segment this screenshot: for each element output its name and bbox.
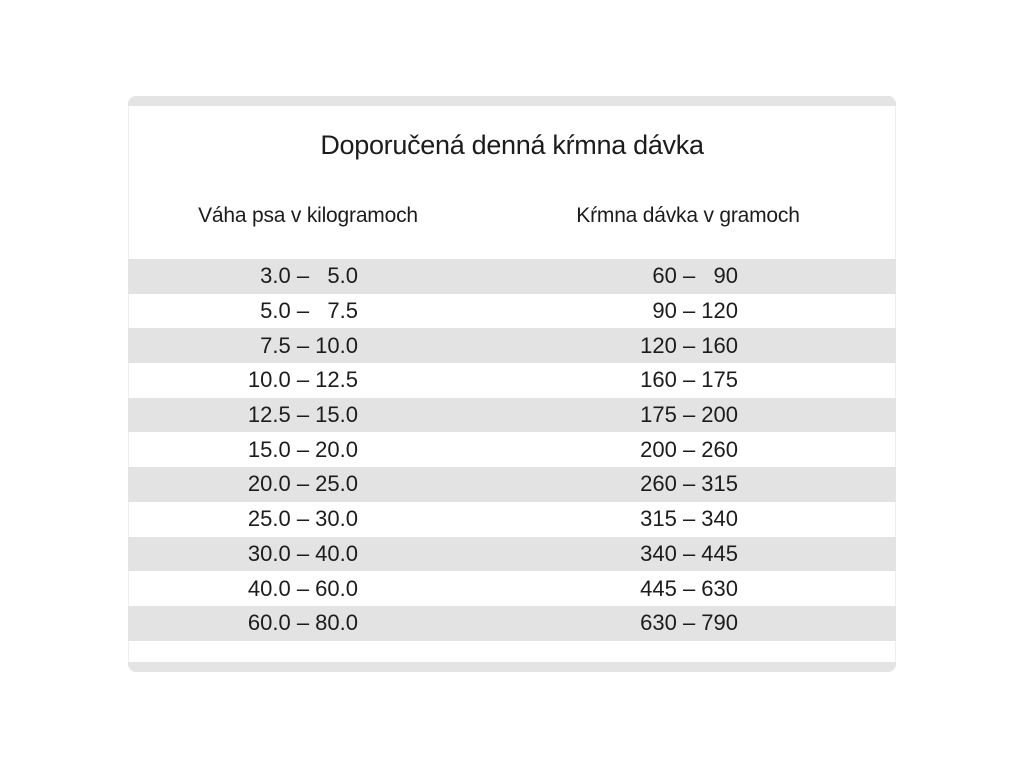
- weight-cell: 7.5 – 10.0: [260, 332, 358, 358]
- table-row: [128, 432, 896, 467]
- dose-cell: 175 – 200: [640, 402, 738, 428]
- dose-cell: 120 – 160: [640, 332, 738, 358]
- top-divider: [128, 96, 896, 106]
- weight-cell: 12.5 – 15.0: [247, 402, 358, 428]
- weight-cell: 20.0 – 25.0: [247, 471, 358, 497]
- dose-cell: 60 – 90: [652, 263, 738, 289]
- dose-cell: 90 – 120: [652, 298, 738, 324]
- dose-cell: 445 – 630: [640, 575, 738, 601]
- dose-column-header: Kŕmna dávka v gramoch: [576, 204, 800, 227]
- dose-cell: 630 – 790: [640, 610, 738, 636]
- weight-cell: 5.0 – 7.5: [260, 298, 358, 324]
- table-body: [128, 259, 896, 641]
- table-title: Doporučená denná kŕmna dávka: [320, 130, 704, 160]
- table-row: [128, 537, 896, 572]
- table-row: [128, 502, 896, 537]
- table-row: [128, 328, 896, 363]
- table-row: [128, 294, 896, 329]
- table-row: [128, 398, 896, 433]
- bottom-divider: [128, 662, 896, 672]
- weight-cell: 30.0 – 40.0: [247, 540, 358, 566]
- weight-cell: 40.0 – 60.0: [247, 575, 358, 601]
- table-row: [128, 606, 896, 641]
- dose-cell: 260 – 315: [640, 471, 738, 497]
- weight-cell: 60.0 – 80.0: [247, 610, 358, 636]
- table-row: [128, 363, 896, 398]
- table-row: [128, 571, 896, 606]
- table-row: [128, 259, 896, 294]
- weight-cell: 10.0 – 12.5: [247, 367, 358, 393]
- dose-cell: 340 – 445: [640, 540, 738, 566]
- feeding-table-card: [128, 96, 896, 672]
- table-row: [128, 467, 896, 502]
- weight-cell: 3.0 – 5.0: [260, 263, 358, 289]
- weight-cell: 15.0 – 20.0: [247, 436, 358, 462]
- dose-cell: 160 – 175: [640, 367, 738, 393]
- dose-cell: 315 – 340: [640, 506, 738, 532]
- weight-column-header: Váha psa v kilogramoch: [198, 204, 418, 227]
- dose-cell: 200 – 260: [640, 436, 738, 462]
- weight-cell: 25.0 – 30.0: [247, 506, 358, 532]
